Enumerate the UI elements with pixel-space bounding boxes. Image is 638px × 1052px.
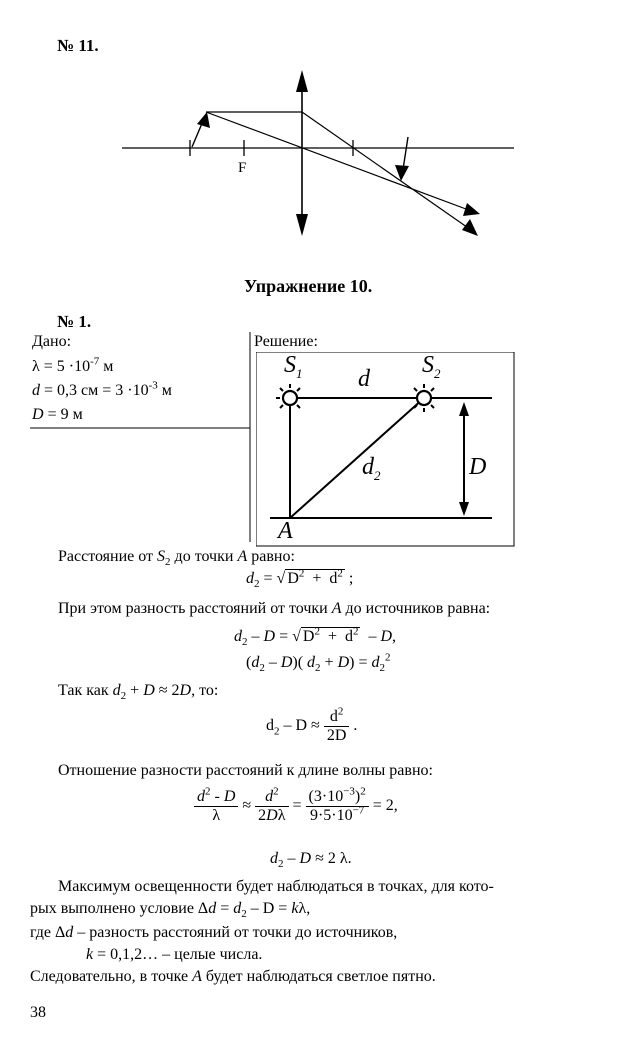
label-D: D [469, 454, 487, 480]
label-s2: $S_2$ [422, 352, 441, 381]
page-number: 38 [30, 1004, 46, 1021]
text-line-3: Так как $d_2 + D \approx 2D$, то: [58, 682, 219, 703]
problem-11-label: № 11. [57, 36, 99, 55]
double-slit-diagram [256, 352, 516, 548]
given-title: Дано: [32, 333, 72, 350]
text-line-1: Расстояние от $S_2$ до точки A равно: [58, 548, 295, 569]
given-D: D = 9 м [32, 406, 83, 423]
text-line-8: k = 0,1,2… – целые числа. [86, 946, 263, 963]
solution-title: Решение: [254, 333, 318, 350]
exercise-title: Упражнение 10. [244, 276, 373, 296]
label-s1: $S_1$ [284, 352, 303, 381]
formula-1: $d_2$ = √ $D^2 + d^2$ ; [246, 567, 354, 591]
focus-label: F [238, 160, 247, 176]
problem-1-label: № 1. [57, 312, 92, 331]
text-line-7: где Δd – разность расстояний от точки до источников, [30, 924, 398, 941]
label-d: d [358, 366, 370, 392]
text-line-4: Отношение разности расстояний к длине волны равно: [58, 762, 433, 779]
formula-6: $d_2 - D \approx 2$ λ. [270, 850, 352, 871]
formula-5: $\frac{d^2 - D}{\lambda}$ ≈ $\frac{d^2}{2D\lambda}$ = $\frac{(3\cdot 10^{-3})^2}{9\cdot 5\cdot 10^{-7}}$ = 2, [194, 788, 398, 825]
formula-4: $d_2$ – D ≈ $\frac{d^2}{2D}$ . [266, 705, 358, 744]
label-A: A [278, 518, 293, 544]
formula-2: $d_2$ – D = √ $D^2 + d^2 - D$, [234, 625, 397, 649]
text-line-6: рых выполнено условие $\Delta d = d_2 - D = k\lambda$, [30, 900, 311, 921]
given-lambda: $\lambda = 5 \cdot 10^{-7}$ м [32, 355, 114, 375]
text-line-5: Максимум освещенности будет наблюдаться в точках, для кото- [58, 878, 494, 895]
formula-3: $(d_2 - D)$( $d_2 + D) = d_2^2$ [246, 651, 391, 675]
given-d: d = 0,3 см = $3 \cdot 10^{-3}$ м [32, 379, 172, 399]
text-line-9: Следовательно, в точке A будет наблюдаться светлое пятно. [30, 968, 436, 985]
label-d2: $d_2$ [362, 454, 381, 483]
text-line-2: При этом разность расстояний от точки A до источников равна: [58, 600, 491, 617]
